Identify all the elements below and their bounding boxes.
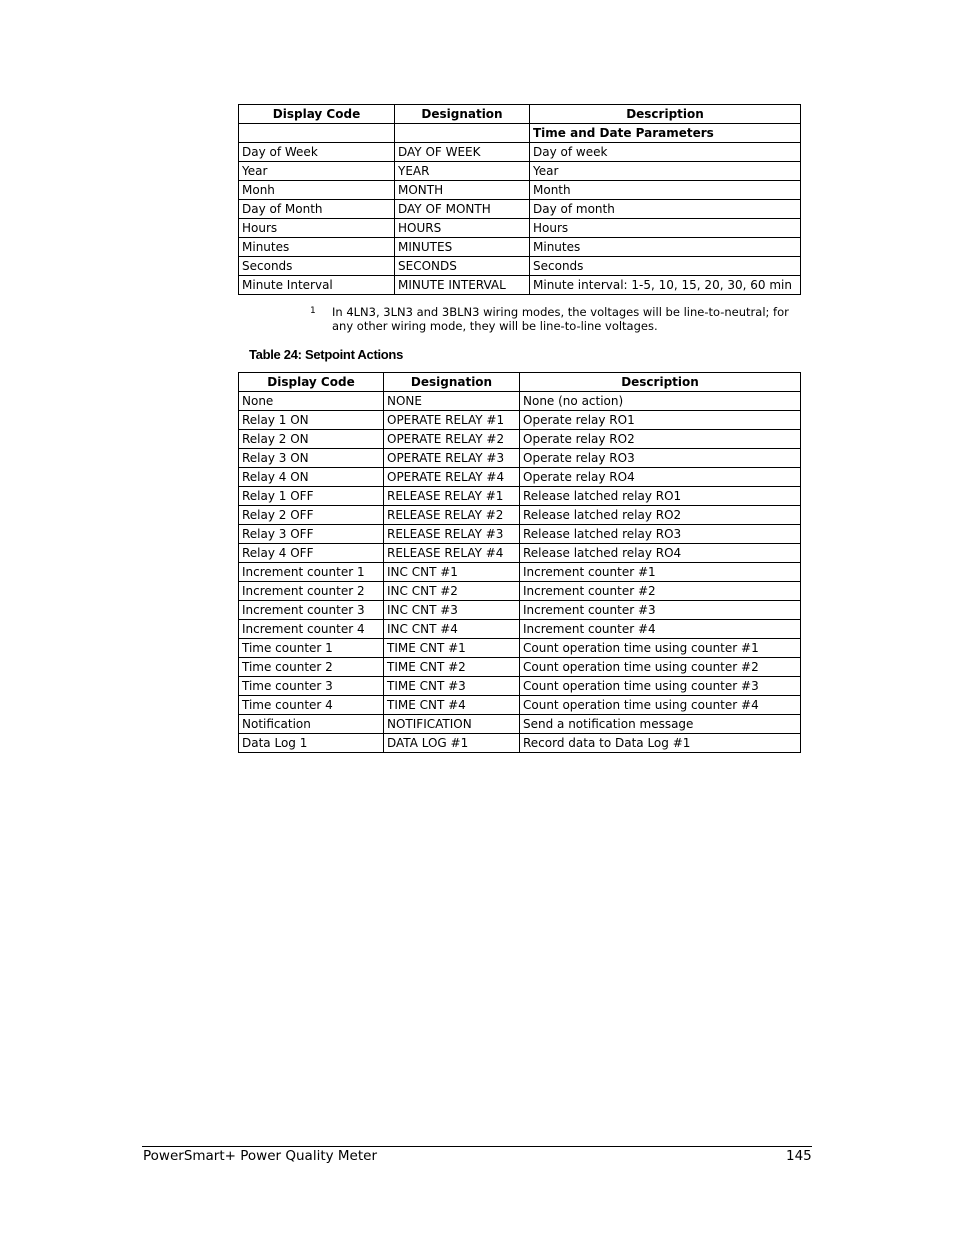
- table-cell: NOTIFICATION: [384, 715, 520, 734]
- table-cell: Increment counter 1: [239, 563, 384, 582]
- table-row: [239, 658, 801, 677]
- table-cell: MINUTE INTERVAL: [395, 276, 530, 295]
- table-cell: MONTH: [395, 181, 530, 200]
- table-cell: [239, 124, 395, 143]
- table-cell: OPERATE RELAY #1: [384, 411, 520, 430]
- table-row: [239, 200, 801, 219]
- table-cell: [395, 124, 530, 143]
- table-cell: None (no action): [520, 392, 801, 411]
- table-cell: Year: [239, 162, 395, 181]
- column-header: Display Code: [239, 373, 384, 392]
- table-row: [239, 734, 801, 753]
- column-header: Description: [520, 373, 801, 392]
- page-number: 145: [786, 1148, 812, 1164]
- table-cell: Relay 2 ON: [239, 430, 384, 449]
- table-cell: Relay 4 OFF: [239, 544, 384, 563]
- setpoint-actions-table: [238, 372, 801, 753]
- table-cell: Count operation time using counter #3: [520, 677, 801, 696]
- table-cell: Hours: [530, 219, 801, 238]
- table-cell: Year: [530, 162, 801, 181]
- table-cell: None: [239, 392, 384, 411]
- table-cell: RELEASE RELAY #2: [384, 506, 520, 525]
- table-cell: Relay 4 ON: [239, 468, 384, 487]
- table-row: [239, 677, 801, 696]
- table-cell: YEAR: [395, 162, 530, 181]
- table-row: [239, 257, 801, 276]
- table-cell: Operate relay RO4: [520, 468, 801, 487]
- table-cell: Seconds: [530, 257, 801, 276]
- table-row: [239, 430, 801, 449]
- table-cell: INC CNT #3: [384, 601, 520, 620]
- table-cell: Time counter 4: [239, 696, 384, 715]
- table-row: [239, 506, 801, 525]
- table-row: [239, 639, 801, 658]
- table-cell: Count operation time using counter #4: [520, 696, 801, 715]
- table-cell: Monh: [239, 181, 395, 200]
- footer-title: PowerSmart+ Power Quality Meter: [143, 1148, 377, 1164]
- table-cell: NONE: [384, 392, 520, 411]
- table-cell: Increment counter 4: [239, 620, 384, 639]
- table-cell: Minute interval: 1-5, 10, 15, 20, 30, 60 min: [530, 276, 801, 295]
- table-cell: Increment counter 2: [239, 582, 384, 601]
- table-cell: Relay 1 OFF: [239, 487, 384, 506]
- table-cell: MINUTES: [395, 238, 530, 257]
- table-cell: Increment counter #2: [520, 582, 801, 601]
- column-header: Description: [530, 105, 801, 124]
- time-date-parameters-table: [238, 104, 801, 295]
- table-caption: Table 24: Setpoint Actions: [249, 347, 403, 362]
- table-row: [239, 601, 801, 620]
- table-cell: Record data to Data Log #1: [520, 734, 801, 753]
- table-row: [239, 715, 801, 734]
- table-cell: Increment counter #3: [520, 601, 801, 620]
- table-row: [239, 162, 801, 181]
- table-cell: Data Log 1: [239, 734, 384, 753]
- table-cell: Time counter 2: [239, 658, 384, 677]
- table-cell: Day of Week: [239, 143, 395, 162]
- table-cell: TIME CNT #3: [384, 677, 520, 696]
- table-cell: Release latched relay RO3: [520, 525, 801, 544]
- section-row: [239, 124, 801, 143]
- table-cell: Send a notification message: [520, 715, 801, 734]
- table-cell: Release latched relay RO1: [520, 487, 801, 506]
- table-cell: DAY OF MONTH: [395, 200, 530, 219]
- table-cell: Count operation time using counter #2: [520, 658, 801, 677]
- table-cell: SECONDS: [395, 257, 530, 276]
- table-cell: Time counter 1: [239, 639, 384, 658]
- table-header-row: [239, 373, 801, 392]
- table-row: [239, 487, 801, 506]
- table-row: [239, 468, 801, 487]
- table-cell: Day of Month: [239, 200, 395, 219]
- table-row: [239, 449, 801, 468]
- table-cell: Relay 2 OFF: [239, 506, 384, 525]
- table-row: [239, 582, 801, 601]
- table-cell: Minute Interval: [239, 276, 395, 295]
- table-row: [239, 525, 801, 544]
- table-cell: Increment counter #1: [520, 563, 801, 582]
- table-row: [239, 696, 801, 715]
- table-cell: RELEASE RELAY #1: [384, 487, 520, 506]
- table-cell: Minutes: [530, 238, 801, 257]
- table-cell: Hours: [239, 219, 395, 238]
- table-cell: Relay 3 OFF: [239, 525, 384, 544]
- table-cell: Notification: [239, 715, 384, 734]
- section-label: Time and Date Parameters: [530, 124, 801, 143]
- column-header: Designation: [384, 373, 520, 392]
- table-cell: Count operation time using counter #1: [520, 639, 801, 658]
- table-cell: OPERATE RELAY #2: [384, 430, 520, 449]
- footnote-marker: 1: [310, 306, 316, 316]
- table-cell: INC CNT #2: [384, 582, 520, 601]
- table-cell: OPERATE RELAY #4: [384, 468, 520, 487]
- table-row: [239, 181, 801, 200]
- table-cell: TIME CNT #4: [384, 696, 520, 715]
- table-cell: HOURS: [395, 219, 530, 238]
- table-cell: Day of month: [530, 200, 801, 219]
- table-cell: Relay 3 ON: [239, 449, 384, 468]
- table-cell: Increment counter 3: [239, 601, 384, 620]
- table-cell: RELEASE RELAY #3: [384, 525, 520, 544]
- table-row: [239, 276, 801, 295]
- table-cell: RELEASE RELAY #4: [384, 544, 520, 563]
- table-cell: Day of week: [530, 143, 801, 162]
- table-row: [239, 411, 801, 430]
- table-row: [239, 219, 801, 238]
- table-row: [239, 544, 801, 563]
- table-cell: TIME CNT #1: [384, 639, 520, 658]
- table-cell: DAY OF WEEK: [395, 143, 530, 162]
- table-cell: Release latched relay RO2: [520, 506, 801, 525]
- table-row: [239, 238, 801, 257]
- table-cell: Time counter 3: [239, 677, 384, 696]
- table-row: [239, 620, 801, 639]
- table-cell: INC CNT #1: [384, 563, 520, 582]
- table-cell: OPERATE RELAY #3: [384, 449, 520, 468]
- footnote-text: In 4LN3, 3LN3 and 3BLN3 wiring modes, the voltages will be line-to-neutral; for any other wiring mode, they will be line-to-line voltages.: [332, 305, 789, 333]
- table-cell: Minutes: [239, 238, 395, 257]
- table-cell: Release latched relay RO4: [520, 544, 801, 563]
- table-cell: Increment counter #4: [520, 620, 801, 639]
- footnote: [310, 305, 810, 333]
- table-row: [239, 563, 801, 582]
- column-header: Display Code: [239, 105, 395, 124]
- table-cell: Operate relay RO2: [520, 430, 801, 449]
- table-cell: Operate relay RO1: [520, 411, 801, 430]
- table-row: [239, 392, 801, 411]
- footer-divider: [142, 1146, 812, 1147]
- table-cell: DATA LOG #1: [384, 734, 520, 753]
- table-cell: Relay 1 ON: [239, 411, 384, 430]
- table-cell: Seconds: [239, 257, 395, 276]
- table-cell: Operate relay RO3: [520, 449, 801, 468]
- column-header: Designation: [395, 105, 530, 124]
- table-header-row: [239, 105, 801, 124]
- table-cell: TIME CNT #2: [384, 658, 520, 677]
- table-cell: Month: [530, 181, 801, 200]
- table-cell: INC CNT #4: [384, 620, 520, 639]
- table-row: [239, 143, 801, 162]
